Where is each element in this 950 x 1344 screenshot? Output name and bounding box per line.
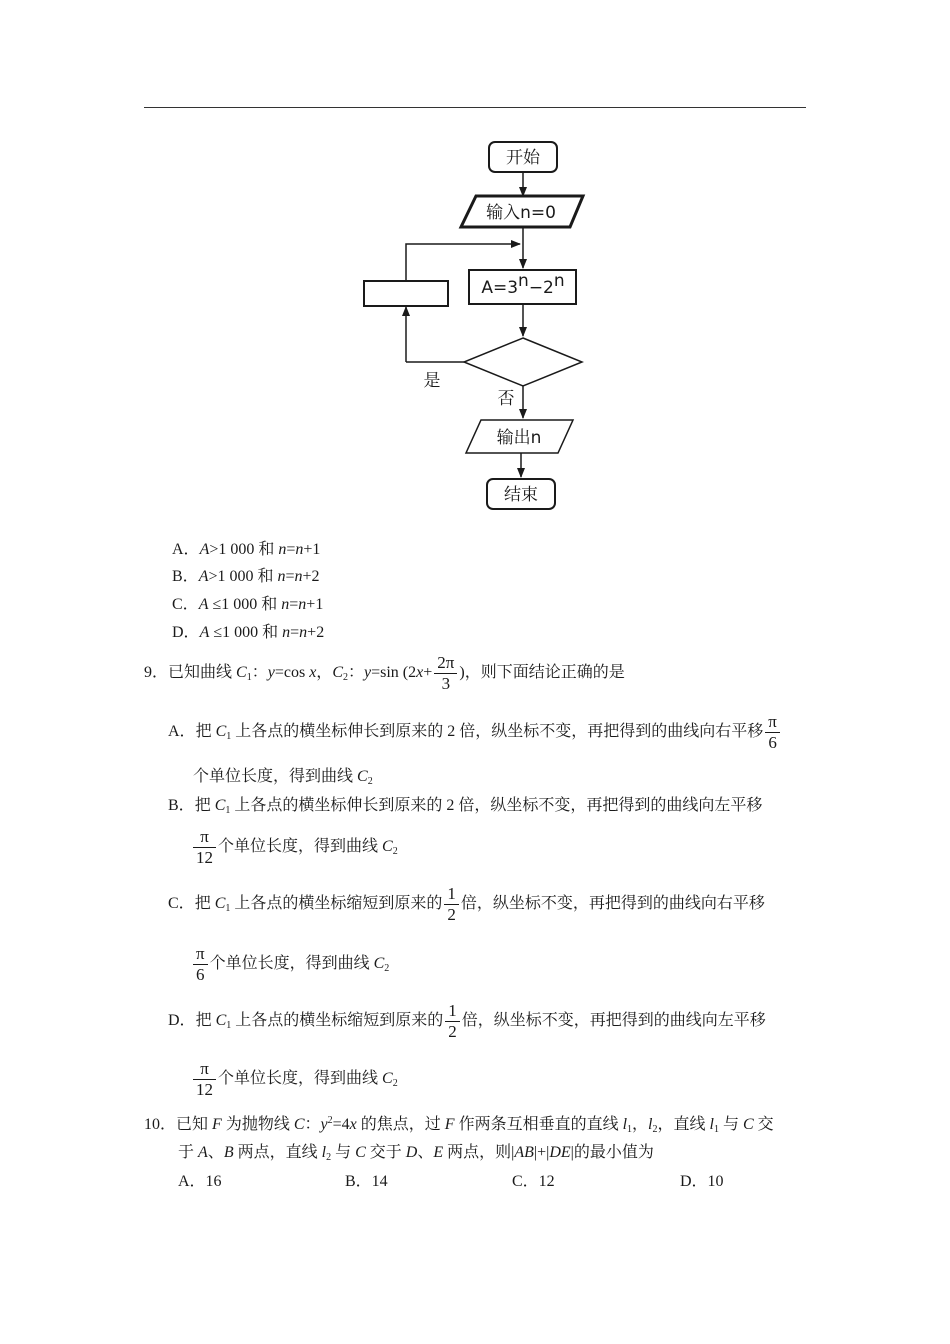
fraction-pi-6: $\frac{\pi}{6}$ xyxy=(193,944,208,985)
q9-option-d-cont: $\frac{\pi}{12}$ 个单位长度，得到曲线 $C_2$ xyxy=(191,1059,398,1100)
fraction-pi-6: $\frac{\pi}{6}$ xyxy=(765,712,780,753)
fraction-1-2: $\frac{1}{2}$ xyxy=(444,884,459,925)
start-label: 开始 xyxy=(506,148,540,168)
output-label: 输出n xyxy=(496,428,542,448)
q10-option-a[interactable]: A．16 xyxy=(178,1173,222,1190)
q10-stem-line1: 10．已知 F 为抛物线 C：$y^2=4x$ 的焦点，过 F 作两条互相垂直的直线 $l_1$，$l_2$，直线 $l_1$ 与 C 交 xyxy=(144,1115,774,1135)
q8-option-a[interactable]: A．A>1 000 和 n=n+1 xyxy=(172,541,321,558)
q8-option-c[interactable]: C．A ≤1 000 和 n=n+1 xyxy=(172,596,324,613)
q9-option-d[interactable]: D．把 $C_1$ 上各点的横坐标缩短到原来的 $\frac{1}{2}$ 倍，纵坐标不变，再把得到的曲线向左平移 xyxy=(168,1001,766,1041)
q9-option-c[interactable]: C．把 $C_1$ 上各点的横坐标缩短到原来的 $\frac{1}{2}$ 倍，纵坐标不变，再把得到的曲线向右平移 xyxy=(168,884,765,924)
q9-option-b[interactable]: B．把 $C_1$ 上各点的横坐标伸长到原来的 2 倍，纵坐标不变，再把得到的曲线向左平移 xyxy=(168,797,763,816)
q9-stem: 9．已知曲线 $C_1$：y=cos x，$C_2$：y=sin (2x+ $\frac{2\pi}{3}$ )，则下面结论正确的是 xyxy=(144,653,625,693)
fraction-pi-12: $\frac{\pi}{12}$ xyxy=(193,827,216,868)
q10-option-d[interactable]: D．10 xyxy=(680,1173,724,1190)
q10-stem-line2: 于 A、B 两点，直线 $l_2$ 与 C 交于 D、E 两点，则|AB|+|DE|的最小值为 xyxy=(178,1144,654,1163)
fraction-2pi-3: $\frac{2\pi}{3}$ xyxy=(434,653,457,694)
yes-label: 是 xyxy=(423,371,441,391)
blank-box xyxy=(364,281,448,306)
q9-option-a[interactable]: A．把 $C_1$ 上各点的横坐标伸长到原来的 2 倍，纵坐标不变，再把得到的曲线向右平移 $\frac{\pi}{6}$ xyxy=(168,712,782,753)
fraction-pi-12: $\frac{\pi}{12}$ xyxy=(193,1059,216,1100)
q8-option-b[interactable]: B．A>1 000 和 n=n+2 xyxy=(172,568,320,585)
no-label: 否 xyxy=(497,389,515,409)
fraction-1-2: $\frac{1}{2}$ xyxy=(445,1001,460,1042)
header-rule xyxy=(144,107,806,108)
q10-option-c[interactable]: C．12 xyxy=(512,1173,555,1190)
q8-option-d[interactable]: D．A ≤1 000 和 n=n+2 xyxy=(172,624,325,641)
q9-option-c-cont: $\frac{\pi}{6}$ 个单位长度，得到曲线 $C_2$ xyxy=(191,944,389,985)
process-label: A=3n−2n xyxy=(481,271,565,298)
input-label: 输入n=0 xyxy=(486,203,556,223)
flowchart xyxy=(340,130,600,520)
q10-option-b[interactable]: B．14 xyxy=(345,1173,388,1190)
q9-option-b-cont: $\frac{\pi}{12}$ 个单位长度，得到曲线 $C_2$ xyxy=(191,827,398,868)
end-label: 结束 xyxy=(504,485,538,505)
decision-diamond xyxy=(464,338,582,386)
q9-option-a-cont: 个单位长度，得到曲线 $C_2$ xyxy=(193,768,373,787)
